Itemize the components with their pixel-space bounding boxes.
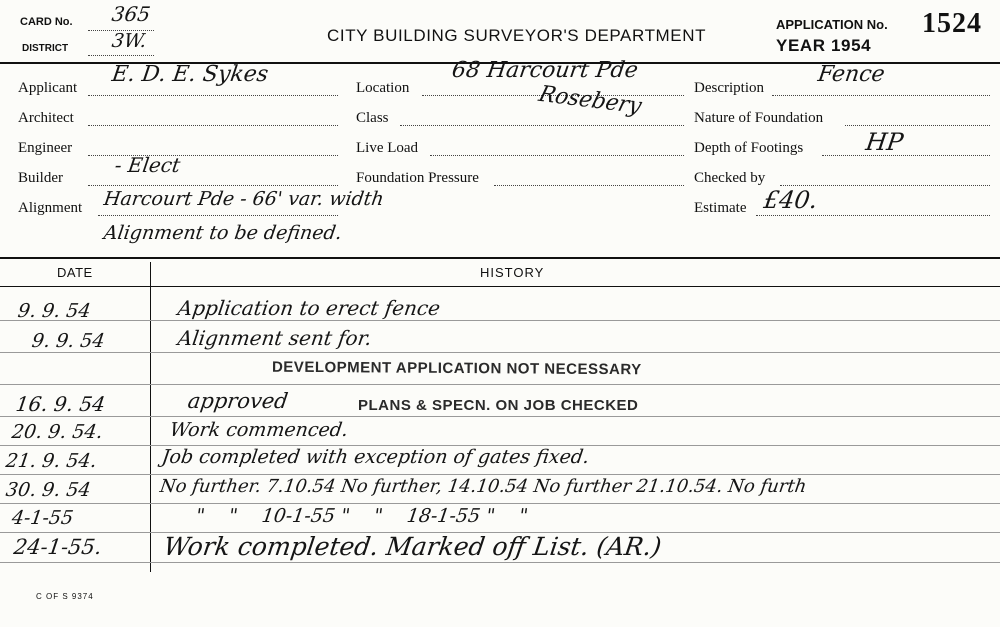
depth-of-footings-value: HP	[864, 128, 906, 156]
fields-rule	[0, 257, 1000, 259]
district-value: 3W.	[110, 30, 148, 52]
history-date: 9. 9. 54	[30, 330, 107, 352]
district-line	[88, 55, 154, 56]
description-line	[772, 95, 990, 96]
row-line	[0, 562, 1000, 563]
builder-line	[88, 185, 338, 186]
live-load-label: Live Load	[356, 140, 419, 156]
history-date: 20. 9. 54.	[10, 421, 105, 443]
history-entry: approved	[186, 389, 290, 413]
history-date: 30. 9. 54	[4, 479, 93, 501]
builder-label: Builder	[18, 170, 63, 186]
description-label: Description	[694, 80, 764, 96]
row-line	[0, 503, 1000, 504]
foundation-pressure-label: Foundation Pressure	[356, 170, 479, 186]
date-header: DATE	[57, 265, 93, 280]
history-entry: " " 10-1-55 " " 18-1-55 " "	[194, 505, 530, 527]
alignment-label: Alignment	[18, 200, 83, 216]
location-label: Location	[356, 80, 410, 96]
alignment-value: Harcourt Pde - 66' var. width	[102, 188, 386, 210]
alignment-line	[98, 215, 338, 216]
nature-of-foundation-line	[845, 125, 990, 126]
history-entry: Work commenced.	[168, 419, 350, 441]
row-line	[0, 384, 1000, 385]
location-value-2: Rosebery	[536, 81, 645, 120]
builder-value: - Elect	[113, 153, 182, 177]
history-entry: No further. 7.10.54 No further, 14.10.54 No further 21.10.54. No furth	[158, 476, 808, 497]
form-code: C OF S 9374	[36, 592, 94, 601]
applicant-label: Applicant	[18, 80, 78, 96]
estimate-label: Estimate	[694, 200, 747, 216]
development-stamp: DEVELOPMENT APPLICATION NOT NECESSARY	[271, 358, 642, 379]
card-no-label: CARD No.	[20, 16, 73, 28]
applicant-value: E. D. E. Sykes	[110, 62, 270, 87]
history-header: HISTORY	[480, 265, 545, 280]
location-value: 68 Harcourt Pde	[450, 58, 640, 83]
architect-label: Architect	[18, 110, 74, 126]
application-no-value: 1524	[922, 8, 982, 39]
description-value: Fence	[816, 62, 887, 87]
history-date: 21. 9. 54.	[4, 450, 99, 472]
application-no-label: APPLICATION No.	[776, 17, 888, 32]
depth-of-footings-label: Depth of Footings	[694, 140, 804, 156]
district-label: DISTRICT	[22, 43, 69, 54]
column-divider	[150, 262, 151, 572]
card-no-value: 365	[110, 2, 152, 26]
history-date: 4-1-55	[10, 507, 75, 529]
department-title: CITY BUILDING SURVEYOR'S DEPARTMENT	[327, 26, 707, 45]
history-date: 9. 9. 54	[16, 300, 93, 322]
history-entry: Application to erect fence	[176, 296, 442, 320]
row-line	[0, 320, 1000, 321]
history-entry: Job completed with exception of gates fixed.	[160, 446, 591, 468]
class-line	[400, 125, 684, 126]
nature-of-foundation-label: Nature of Foundation	[694, 110, 824, 126]
applicant-line	[88, 95, 338, 96]
live-load-line	[430, 155, 684, 156]
checked-by-label: Checked by	[694, 170, 766, 186]
history-date: 24-1-55.	[12, 535, 104, 559]
foundation-pressure-line	[494, 185, 684, 186]
class-label: Class	[356, 110, 389, 126]
year-label: YEAR 1954	[776, 36, 872, 55]
history-entry: Alignment sent for.	[176, 326, 374, 350]
row-line	[0, 474, 1000, 475]
depth-of-footings-line	[822, 155, 990, 156]
row-line	[0, 352, 1000, 353]
history-date: 16. 9. 54	[14, 392, 107, 416]
architect-line	[88, 125, 338, 126]
alignment-value-2: Alignment to be defined.	[102, 222, 344, 244]
plans-stamp: PLANS & SPECN. ON JOB CHECKED	[358, 397, 639, 414]
row-line	[0, 416, 1000, 417]
estimate-line	[756, 215, 990, 216]
history-entry: Work completed. Marked off List. (AR.)	[161, 532, 664, 561]
estimate-value: £40.	[762, 186, 820, 214]
engineer-label: Engineer	[18, 140, 73, 156]
